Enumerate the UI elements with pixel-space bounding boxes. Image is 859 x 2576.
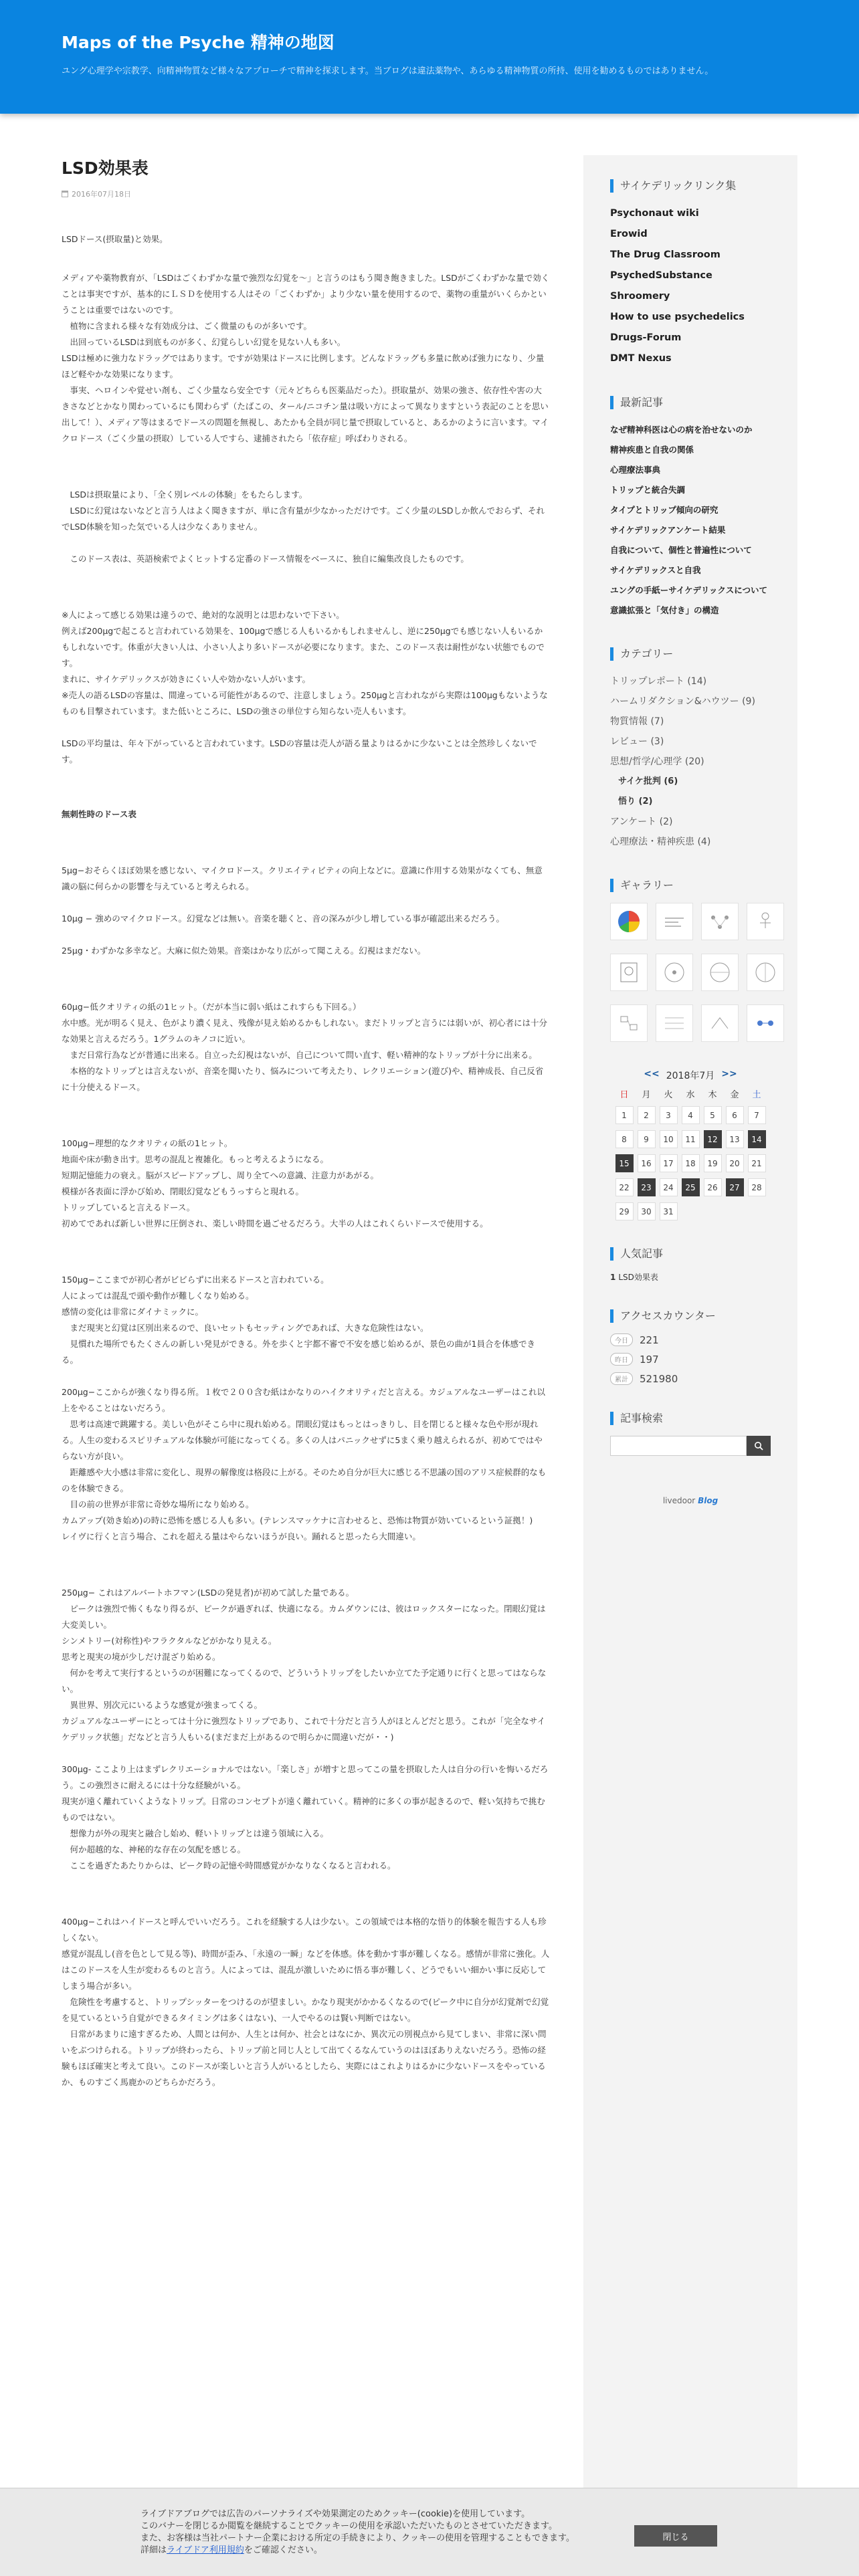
paragraph: このドース表は、英語検索でよくヒットする定番のドース情報をベースに、独自に編集改良したものです。 bbox=[62, 554, 469, 564]
category-widget bbox=[610, 647, 771, 852]
paragraph: LSDの平均量は、年々下がっていると言われています。LSDの容量は売人が語る量よりはるかに少ないことは全然珍しくないです。 bbox=[62, 738, 537, 764]
gallery-widget bbox=[610, 879, 771, 1042]
calendar-day: 3 bbox=[660, 1106, 678, 1124]
calendar-day: 26 bbox=[704, 1178, 722, 1196]
gallery-thumb[interactable] bbox=[656, 1004, 693, 1042]
gallery-thumb[interactable] bbox=[701, 1004, 739, 1042]
search-row bbox=[610, 1436, 771, 1456]
calendar-day: 7 bbox=[748, 1106, 766, 1124]
calendar-day: 29 bbox=[615, 1202, 634, 1220]
sidebar bbox=[583, 155, 797, 2576]
calendar-nav bbox=[610, 1069, 771, 1082]
calendar-day: 17 bbox=[660, 1154, 678, 1172]
search-input[interactable] bbox=[610, 1436, 747, 1456]
calendar-icon bbox=[62, 191, 68, 197]
calendar-day: 11 bbox=[682, 1130, 700, 1148]
counter-value: 521980 bbox=[640, 1372, 678, 1385]
recent-item[interactable]: 精神疾患と自我の関係 bbox=[610, 445, 694, 455]
recent-item[interactable]: 心理療法事典 bbox=[610, 465, 661, 475]
recent-item[interactable]: 自我について、個性と普遍性について bbox=[610, 545, 752, 555]
paragraph: 5μg−おそらくほぼ効果を感じない、マイクロドース。クリエイティビティの向上などに。意識に作用する効果がなくても、無意識の脳に何らかの影響を与えていると考えられる。 bbox=[62, 865, 543, 891]
calendar-weekday: 月 bbox=[642, 1090, 651, 1100]
calendar-day: 10 bbox=[660, 1130, 678, 1148]
section-heading: 無刺性時のドース表 bbox=[62, 809, 136, 819]
calendar-day[interactable]: 12 bbox=[704, 1130, 722, 1148]
link-item[interactable]: Shroomery bbox=[610, 291, 670, 302]
calendar-weekday: 日 bbox=[619, 1090, 629, 1100]
recent-item[interactable]: サイケデリックアンケート結果 bbox=[610, 525, 726, 535]
counter-widget bbox=[610, 1309, 771, 1385]
calendar-day: 13 bbox=[726, 1130, 744, 1148]
calendar-day: 16 bbox=[638, 1154, 656, 1172]
calendar-day: 8 bbox=[615, 1130, 634, 1148]
widget-title: サイケデリックリンク集 bbox=[610, 179, 771, 193]
calendar-prev-button[interactable]: << bbox=[644, 1069, 660, 1079]
calendar-day: 31 bbox=[660, 1202, 678, 1220]
calendar-day[interactable]: 15 bbox=[615, 1154, 634, 1172]
calendar-day: 19 bbox=[704, 1154, 722, 1172]
counter-row bbox=[610, 1353, 771, 1366]
gallery-thumb[interactable] bbox=[610, 1004, 648, 1042]
pie-thumb-icon bbox=[615, 908, 642, 935]
paragraph: 300μg- ここより上はまずレクリエーショナルではない。「楽しさ」が増すと思ってこの量を摂取した人は自分の行いを悔いるだろう。この強烈さに耐えるには十分な経験がいる。 現実が遠く離れていくようなトリップ。日常のコンセプトが遠く離れていく。精神的に多くの事が起きるので、軽い気持ちで挑むものではない。 想像力が外の現実と融合し始め、軽いトリップとは違う領域に入る。 何か超越的な、神秘的な存在の気配を感じる。 ここを過ぎたあたりからは、ピーク時の記憶や時間感覚がかなりなくなると言われる。 bbox=[62, 1764, 549, 1870]
subcategory-item[interactable]: サイケ批判 (6) bbox=[618, 776, 678, 786]
category-item[interactable]: 物質情報 (7) bbox=[610, 716, 664, 727]
calendar-day: 20 bbox=[726, 1154, 744, 1172]
gallery-grid bbox=[610, 903, 771, 1042]
figure-thumb-icon bbox=[752, 908, 779, 935]
category-item[interactable]: ハームリダクション&ハウツー (9) bbox=[610, 696, 755, 707]
gallery-thumb[interactable] bbox=[747, 954, 784, 991]
widget-title: 人気記事 bbox=[610, 1247, 771, 1261]
gallery-thumb[interactable] bbox=[747, 1004, 784, 1042]
gallery-thumb[interactable] bbox=[701, 954, 739, 991]
widget-title: アクセスカウンター bbox=[610, 1309, 771, 1323]
diagram-thumb-icon bbox=[615, 1010, 642, 1037]
subcategory-item[interactable]: 悟り (2) bbox=[618, 796, 653, 807]
calendar-day[interactable]: 23 bbox=[638, 1178, 656, 1196]
paragraph: 150μg−ここまでが初心者がビビらずに出来るドースと言われている。 人によっては混乱で頭や動作が難しくなり始める。 感情の変化は非常にダイナミックに。 まだ現実と幻覚は区別出来るので、良いセットもセッティングであれば、大きな危険性はない。 見慣れた場所でもたくさんの新しい発見ができる。外を歩くと宇都不審で不安を感じ始めるが、景色の曲が1員合を体感できる。 bbox=[62, 1275, 535, 1365]
popular-label: LSD効果表 bbox=[618, 1273, 658, 1282]
paragraph: 10μg − 強めのマイクロドース。幻覚などは無い。音楽を聴くと、音の深みが少し増している事が確認出来るだろう。 bbox=[62, 914, 504, 924]
paragraph: 250μg− これはアルバートホフマン(LSDの発見者)が初めて試した量である。 ピークは強烈で怖くもなり得るが、ピークが過ぎれば、快適になる。カムダウンには、彼はロックスターになった。閉眼幻覚は大変美しい。 シンメトリー(対称性)やフラクタルなどがかなり見える。 思考と現実の境が少しだけ混ざり始める。 何かを考えて実行するというのが困難になってくるので、どういうトリップをしたいか立てた予定通りに行くと思ってはならない。 異世界、別次元にいるような感覚が強まってくる。 カジュアルなユーザーにとっては十分に強烈なトリップであり、これで十分だと言う人がほとんどだと思う。これが「完全なサイケデリック状態」だなどと言う人もいる(まだまだ上があるので明らかに間違いだが・・) bbox=[62, 1588, 547, 1742]
search-icon bbox=[754, 1441, 763, 1451]
popular-item[interactable] bbox=[610, 1271, 771, 1283]
calendar-day: 21 bbox=[748, 1154, 766, 1172]
calendar-day[interactable]: 25 bbox=[682, 1178, 700, 1196]
paragraph: ※人によって感じる効果は違うので、絶対的な説明とは思わないで下さい。 例えば200μgで起こると言われている効果を、100μgで感じる人もいるかもしれませんし、逆に250μgでも感じない人もいるかもしれないです。体重が大きい人は、小さい人より多いドースが必要になります。また、このドース表は耐性がない状態でものです。 まれに、サイケデリックスが効きにくい人や効かない人がいます。 ※売人の語るLSDの容量は、間違っている可能性があるので、注意しましょう。250μgと言われながら実際は100μgもないようなものも目撃されています。また低いところに、LSDの強さの単位すら知らない売人もいます。 bbox=[62, 610, 548, 716]
circle-thumb-icon bbox=[752, 959, 779, 986]
figure-thumb-icon bbox=[615, 959, 642, 986]
gallery-thumb[interactable] bbox=[747, 903, 784, 940]
counter-value: 197 bbox=[640, 1353, 659, 1366]
link-item[interactable]: Drugs-Forum bbox=[610, 332, 682, 343]
diagram-thumb-icon bbox=[706, 908, 733, 935]
calendar-day: 18 bbox=[682, 1154, 700, 1172]
site-header bbox=[0, 0, 859, 114]
article bbox=[62, 155, 550, 2090]
counter-label: 今日 bbox=[610, 1333, 633, 1346]
paragraph: 100μg−理想的なクオリティの紙の1ヒット。 地面や床が動き出す。思考の混乱と複雑化。もっと考えるようになる。 短期記憶能力の衰え。脳がスピードアップし、周り全てへの意識、注意力があがる。 模様が各表面に浮かび始め、閉眼幻覚などもうっすらと現れる。 トリップしていると言えるドース。 初めてであれば新しい世界に圧倒され、楽しい時間を過ごせるだろう。大半の人はこれくらいドースで使用する。 bbox=[62, 1138, 488, 1228]
counter-label: 昨日 bbox=[610, 1353, 633, 1366]
circle-thumb-icon bbox=[661, 959, 688, 986]
calendar-weekday: 土 bbox=[752, 1090, 761, 1100]
diagram-thumb-icon bbox=[752, 1010, 779, 1037]
category-item[interactable]: 心理療法・精神疾患 (4) bbox=[610, 837, 711, 847]
gallery-thumb[interactable] bbox=[656, 903, 693, 940]
calendar-day: 24 bbox=[660, 1178, 678, 1196]
widget-title: 記事検索 bbox=[610, 1412, 771, 1425]
counter-row bbox=[610, 1372, 771, 1385]
calendar-day: 5 bbox=[704, 1106, 722, 1124]
calendar-widget bbox=[610, 1069, 771, 1220]
calendar-day: 9 bbox=[638, 1130, 656, 1148]
paragraph: LSDは摂取量により、「全く別レベルの体験」をもたらします。 LSDに幻覚はないなどと言う人はよく聞きますが、単に含有量が少なかっただけです。ごく少量のLSDしか飲んでおらず、それでLSD体験を知った気でいる人は少なくありません。 bbox=[62, 490, 545, 532]
calendar-day: 30 bbox=[638, 1202, 656, 1220]
search-button[interactable] bbox=[747, 1436, 771, 1456]
calendar-grid bbox=[610, 1087, 771, 1220]
chart-thumb-icon bbox=[661, 908, 688, 935]
category-item[interactable]: 思想/哲学/心理学 (20) bbox=[610, 756, 704, 767]
site-description: ユング心理学や宗教学、向精神物質など様々なアプローチで精神を探求します。当ブログは違法薬物や、あらゆる精神物質の所持、使用を勧めるものではありません。 bbox=[62, 66, 714, 76]
article-date-text: 2016年07月18日 bbox=[72, 190, 131, 199]
category-item[interactable]: トリップレポート (14) bbox=[610, 676, 707, 687]
calendar-day: 2 bbox=[638, 1106, 656, 1124]
popular-rank: 1 bbox=[610, 1273, 616, 1282]
category-item[interactable]: アンケート (2) bbox=[610, 817, 673, 827]
category-item[interactable]: レビュー (3) bbox=[610, 736, 664, 747]
recent-item[interactable]: サイケデリックスと自我 bbox=[610, 565, 701, 575]
circle-thumb-icon bbox=[706, 959, 733, 986]
article-date bbox=[62, 189, 550, 199]
article-title[interactable]: LSD効果表 bbox=[62, 158, 149, 178]
recent-item[interactable]: 意識拡張と「気付き」の構造 bbox=[610, 605, 719, 615]
recent-widget bbox=[610, 396, 771, 621]
arrow-thumb-icon bbox=[706, 1010, 733, 1037]
recent-item[interactable]: タイプとトリップ傾向の研究 bbox=[610, 505, 719, 515]
link-item[interactable]: Psychonaut wiki bbox=[610, 208, 699, 219]
calendar-day: 1 bbox=[615, 1106, 634, 1124]
cookie-text bbox=[140, 2508, 575, 2557]
article-body bbox=[62, 231, 550, 2090]
gallery-thumb[interactable] bbox=[610, 903, 648, 940]
search-widget bbox=[610, 1412, 771, 1505]
counter-value: 221 bbox=[640, 1333, 659, 1346]
calendar-day: 28 bbox=[748, 1178, 766, 1196]
paragraph: 200μg−ここからが強くなり得る所。１枚で２００含む紙はかなりのハイクオリティだと言える。カジュアルなユーザーはこれ以上をやることはないだろう。 思考は高速で跳躍する。美しい色がそこら中に現れ始める。閉眼幻覚はもっとはっきりし、目を閉じると様々な色や形が現れる。人生の変わるスピリチュアルな体験が可能になってくる。多くの人はパニックせずに5まく乗り越えられるが、初めてではやらない方が良い。 距離感や大小感は非常に変化し、現界の解像度は格段に上がる。そのため自分が巨大に感じる不思議の国のアリス症候群的なものを体験できる。 目の前の世界が非常に奇妙な場所になり始める。 カムアップ(効き始め)の時に恐怖を感じる人も多い。(テレンスマッケナに言わせると、恐怖は物質が効いているという証拠！) レイヴに行くと言う場合、これを超える量はやらないほうが良い。踊れると思ったら大間違い。 bbox=[62, 1387, 547, 1541]
widget-title: 最新記事 bbox=[610, 396, 771, 409]
powered-by-logo[interactable] bbox=[610, 1496, 771, 1505]
livedoor-brand: livedoor bbox=[662, 1496, 696, 1505]
calendar-next-button[interactable]: >> bbox=[721, 1069, 737, 1079]
paragraph: 400μg−これはハイドースと呼んでいいだろう。これを経験する人は少ない。この領域では本格的な悟り的体験を報告する人も珍しくない。 感覚が混乱し(音を色として見る等)、時間が歪み、「永遠の一瞬」などを体感。体を動かす事が難しくなる。感情が非常に強化。人はこのドースを人生が変わるものと言う。人によっては、混乱が激しいために悟る事が難しく、どうでもいい細かい事に反応してしまう場合が多い。 危険性を考慮すると、トリップシッターをつけるのが望ましい。かなり現実がかかるくなるので(ピーク中に自分が幻覚剤で幻覚を見ているという自覚ができるタイミングは多くはない)、一人でやるのは賢い判断ではない。 日常があまりに遠すぎるため、人間とは何か、人生とは何か、社会とはなにか、異次元の別視点から見てしまい、非常に深い問いをぶつけられる。トリップが終わったら、トリップ前と同じ人として出てくるなんていうのはほぼありえないだろう。恐怖の経験もほぼ確実と考えて良い。このドースが楽しいと言う人がいるとしたら、実際にはこれよりはるかに少ないドースをやっているか、ものすごく馬鹿かのどちらかだろう。 bbox=[62, 1917, 550, 2087]
link-item[interactable]: PsychedSubstance bbox=[610, 270, 712, 281]
paragraph: 60μg−低クオリティの紙の1ヒット。（だが本当に弱い紙はこれすらも下回る。） 水中感。光が明るく見え、色がより濃く見え、残像が見え始めるかもしれない。まだトリップと言うには弱いが、初心者には十分な効果と言えるだろう。1グラムのキノコに近い。 まだ日常行為などが普通に出来る。自立った幻視はないが、自己について問い直す、軽い精神的なトリップが十分に出来る。 本格的なトリップとは言えないが、音楽を聞いたり、悩みについて考えたり、レクリエーション(遊び)や、精神成長、自己反省に十分使えるドース。 bbox=[62, 1002, 548, 1092]
calendar-day[interactable]: 27 bbox=[726, 1178, 744, 1196]
recent-item[interactable]: トリップと統合失調 bbox=[610, 485, 686, 495]
calendar-day: 22 bbox=[615, 1178, 634, 1196]
paragraph: 25μg・わずかな多幸など。大麻に似た効果。音楽はかなり広がって聞こえる。幻視はまだない。 bbox=[62, 946, 426, 956]
link-item[interactable]: How to use psychedelics bbox=[610, 312, 745, 322]
recent-item[interactable]: ユングの手紙ーサイケデリックスについて bbox=[610, 585, 768, 595]
paragraph: メディアや薬物教育が、「LSDはごくわずかな量で強烈な幻覚を〜」と言うのはもう聞き飽きました。LSDがごくわずかな量で効くことは事実ですが、基本的にＬＳＤを使用する人はその「ごくわずか」より少ない量を使用するので、薬物の重量がいくらかということは重要ではないのです。 植物に含まれる様々な有効成分は、ごく微量のものが多いです。 出回っているLSDは到底ものが多く、幻覚らしい幻覚を見ない人も多い。 LSDは極めに強力なドラッグではあります。ですが効果はドースに比例します。どんなドラッグも多量に飲めば強力になり、少量ほど軽やかな効果になります。 事実、ヘロインや覚せい剤も、ごく少量なら安全です（元々どちらも医薬品だった）。摂取量が、効果の強さ、依存性や害の大きさなどとかなり関わっているにも関わらず（たばこの、タール/ニコチン量は吸い方によって異なりますという表記のことを思い出して！）、メディア等はまるでドースの問題を無視し、あたかも全員が同じ量で摂取していると、あるかのように言います。マイクロドース（ごく少量の摂取）している人ですら、逮捕されたら「依存症」呼ばわりされる。 bbox=[62, 273, 550, 443]
gallery-thumb[interactable] bbox=[701, 903, 739, 940]
link-item[interactable]: The Drug Classroom bbox=[610, 249, 721, 260]
calendar-day: 4 bbox=[682, 1106, 700, 1124]
recent-item[interactable]: なぜ精神科医は心の病を治せないのか bbox=[610, 425, 753, 435]
cookie-tail: をご確認ください。 bbox=[244, 2545, 322, 2555]
calendar-weekday: 金 bbox=[730, 1090, 739, 1100]
cookie-close-button[interactable]: 閉じる bbox=[634, 2525, 717, 2547]
blog-brand: Blog bbox=[698, 1496, 719, 1505]
calendar-weekday: 火 bbox=[664, 1090, 673, 1100]
calendar-day: 6 bbox=[726, 1106, 744, 1124]
terms-link[interactable]: ライブドア利用規約 bbox=[167, 2545, 244, 2555]
counter-row bbox=[610, 1333, 771, 1346]
links-widget bbox=[610, 179, 771, 369]
gallery-thumb[interactable] bbox=[656, 954, 693, 991]
diagram-thumb-icon bbox=[661, 1010, 688, 1037]
calendar-day[interactable]: 14 bbox=[748, 1130, 766, 1148]
link-item[interactable]: Erowid bbox=[610, 229, 648, 239]
calendar-month: 2018年7月 bbox=[666, 1071, 715, 1081]
gallery-thumb[interactable] bbox=[610, 954, 648, 991]
calendar-weekday: 木 bbox=[708, 1090, 717, 1100]
site-title[interactable]: Maps of the Psyche 精神の地図 bbox=[62, 33, 335, 52]
counter-label: 累計 bbox=[610, 1372, 633, 1385]
link-item[interactable]: DMT Nexus bbox=[610, 353, 672, 364]
cookie-banner bbox=[0, 2488, 859, 2576]
paragraph: LSDドース(摂取量)と効果。 bbox=[62, 234, 168, 244]
widget-title: カテゴリー bbox=[610, 647, 771, 661]
widget-title: ギャラリー bbox=[610, 879, 771, 892]
calendar-weekday: 水 bbox=[686, 1090, 695, 1100]
popular-widget bbox=[610, 1247, 771, 1283]
cookie-message: ライブドアブログでは広告のパーソナライズや効果測定のためクッキー(cookie)を使用しています。 このバナーを閉じるか閲覧を継続することでクッキーの使用を承認いただいたものとさせていただきます。 また、お客様は当社パートナー企業における所定の手続きにより、クッキーの使用を管理することもできます。 詳細は bbox=[140, 2509, 575, 2555]
